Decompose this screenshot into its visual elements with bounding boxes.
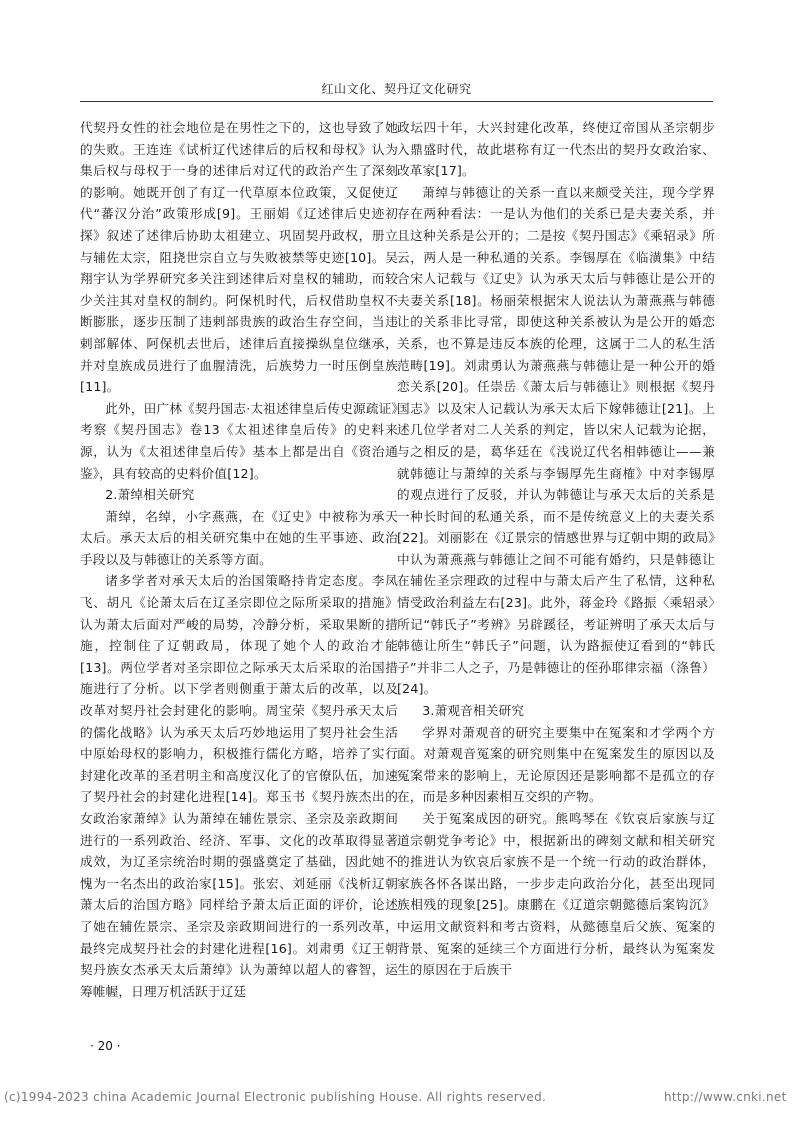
paragraph: 萧绰，名绰，小字燕燕，在《辽史》中被称为承天太后。承天太后的相关研究集中在她的生平事迹、政治手段以及与韩德让的关系等方面。 bbox=[80, 508, 398, 567]
paragraph: 诸多学者对承天太后的治国策略持肯定态度。李凤飞、胡凡《论萧太后在辽圣宗即位之际所采取的措施》认为萧太后面对严峻的局势，冷静分析，采取果断的措施，控制住了辽朝政局，体现了她个人的政治才能[13]。两位学者对圣宗即位之际承天太后采取的治国措施进行了分析。以下学者则侧重于萧太后的改革，以及改革对契丹社会封建化的影响。周宝荣《契丹承天太后的儒化战略》认为承天太后巧妙地运用了契丹社会生活中原始母权的影响力，积极推行儒化方略，培养了实行封建化改革的圣君明主和高度汉化了的官僚队伍，加速了契丹社会的封建化进程[14]。郑玉书《契丹族杰出的女政治家萧绰》认为萧绰在辅佐景宗、圣宗及亲政期间进行的一系列政治、经济、军事、文化的改革取得显著成效，为辽圣宗统治时期的强盛奠定了基础，因此她不愧为一名杰出的政治家[15]。张宏、刘延丽《浅析辽朝萧太后的治国方略》同样给予萧太后正面的评价，论述了她在辅佐景宗、圣宗及亲政期间进行的一系列改革，最终完成契丹社会的封建化进程[16]。刘肃勇《辽王朝契丹族女杰承天太后萧绰》认为萧绰以超人的睿智，运筹帷幄，日理万机活跃于辽廷 bbox=[80, 573, 398, 999]
paragraph: 代契丹女性的社会地位是在男性之下的，这也导致了她的失败。王连连《试析辽代述律后的后权和母权》认为集后权与母权于一身的述律后对辽代的政治产生了深刻的影响。她既开创了有辽一代草原本位政策，又促使辽代“蕃汉分治”政策形成[9]。王丽娟《辽述律后史迹初探》叙述了述律后协助太祖建立、巩固契丹政权，册立与辅佐太宗，阻挠世宗自立与失败被禁等史迹[10]。吴翔宇认为学界研究多关注到述律后对皇权的辅助，而较少关注其对皇权的制约。阿保机时代，后权借助皇权不断膨胀，逐步压制了违剌部贵族的政治生存空间，当违剌部解体、阿保机去世后，述律后直接操纵皇位继承，并对皇族成员进行了血腥清洗，后族势力一时压倒皇族[11]。 bbox=[80, 120, 398, 395]
paragraph: 关于冤案成因的研究。熊鸣琴在《钦哀后家族与辽道宗朝党争考论》中，根据新出的碑刻文献和相关研究的推进认为钦哀后家族不是一个统一行动的政治群体，家族各怀各谋出路，一步步走向政治分化，甚至出现同族相残的现象[25]。康鹏在《辽道宗朝懿德后案钩沉》中运用文献资料和考古资料，从懿德皇后父族、冤案的背景、冤案的延续三个方面进行分析，最终认为冤案发生的原因在于后族干 bbox=[397, 811, 715, 978]
header-divider bbox=[80, 101, 713, 102]
section-heading: 3.萧观音相关研究 bbox=[422, 703, 525, 719]
left-column bbox=[80, 117, 398, 1002]
page-number: · 20 · bbox=[90, 1039, 121, 1053]
paragraph: 学界对萧观音的研究主要集中在冤案和才学两个方面。对萧观音冤案的研究则集中在冤案发生的原因以及冤案带来的影响上，无论原因还是影响都不是孤立的存在，而是多种因素相互交织的产物。 bbox=[397, 724, 715, 805]
footer-url: http://www.cnki.net bbox=[664, 1090, 787, 1104]
copyright-notice: (c)1994-2023 china Academic Journal Electronic publishing House. All rights reserved. bbox=[4, 1090, 547, 1104]
section-heading: 2.萧绰相关研究 bbox=[105, 487, 195, 503]
paragraph: 萧绰与韩德让的关系一直以来颇受关注，现今学界存在两种看法：一是认为他们的关系已是夫妻关系，并且这种关系是公开的；二是按《契丹国志》《乘轺录》所云，两人是一种私通的关系。李锡厚在《临潢集》中结合宋人记载与《辽史》认为承天太后与韩德让是公开的夫妻关系[18]。杨丽荣根据宋人说法认为萧燕燕与韩德让的关系非比寻常，即使这种关系被认为是公开的婚恋关系，也不算是违反本族的伦理，这属于二人的私生活范畴[19]。刘肃勇认为萧燕燕与韩德让是一种公开的婚恋关系[20]。任崇岳《萧太后与韩德让》则根据《契丹国志》以及宋人记载认为承天太后下嫁韩德让[21]。上述几位学者对二人关系的判定，皆以宋人记载为论据，与之相反的是，葛华廷在《浅说辽代名相韩德让——兼就韩德让与萧绰的关系与李锡厚先生商榷》中对李锡厚的观点进行了反驳，并认为韩德让与承天太后的关系是一种长时间的私通关系，而不是传统意义上的夫妻关系[22]。刘丽影在《辽景宗的情感世界与辽朝中期的政局》中认为萧燕燕与韩德让之间不可能有婚约，只是韩德让在辅佐圣宗理政的过程中与萧太后产生了私情，这种私情受政治利益左右[23]。此外，蒋金玲《路振〈乘轺录〉所记“韩氏子”考辨》另辟蹊径，考证辨明了承天太后与韩德让所生“韩氏子”问题，认为路振使辽看到的“韩氏子”并非二人之子，乃是韩德让的侄孙耶律宗福（涤鲁）[24]。 bbox=[397, 184, 715, 697]
paragraph: 此外，田广林《契丹国志·太祖述律皇后传史源疏证》考察《契丹国志》卷13《太祖述律皇后传》的史料来源，认为《太祖述律皇后传》基本上都是出自《资治通鉴》，具有较高的史料价值[12]。 bbox=[80, 400, 398, 481]
footer bbox=[4, 1090, 793, 1104]
running-header: 红山文化、契丹辽文化研究 bbox=[321, 82, 472, 96]
right-column bbox=[397, 117, 715, 981]
paragraph: 政坛四十年，大兴封建化改革，终使辽帝国从圣宗朝步入鼎盛时代，故此堪称有辽一代杰出的契丹女政治家、改革家[17]。 bbox=[397, 120, 715, 179]
